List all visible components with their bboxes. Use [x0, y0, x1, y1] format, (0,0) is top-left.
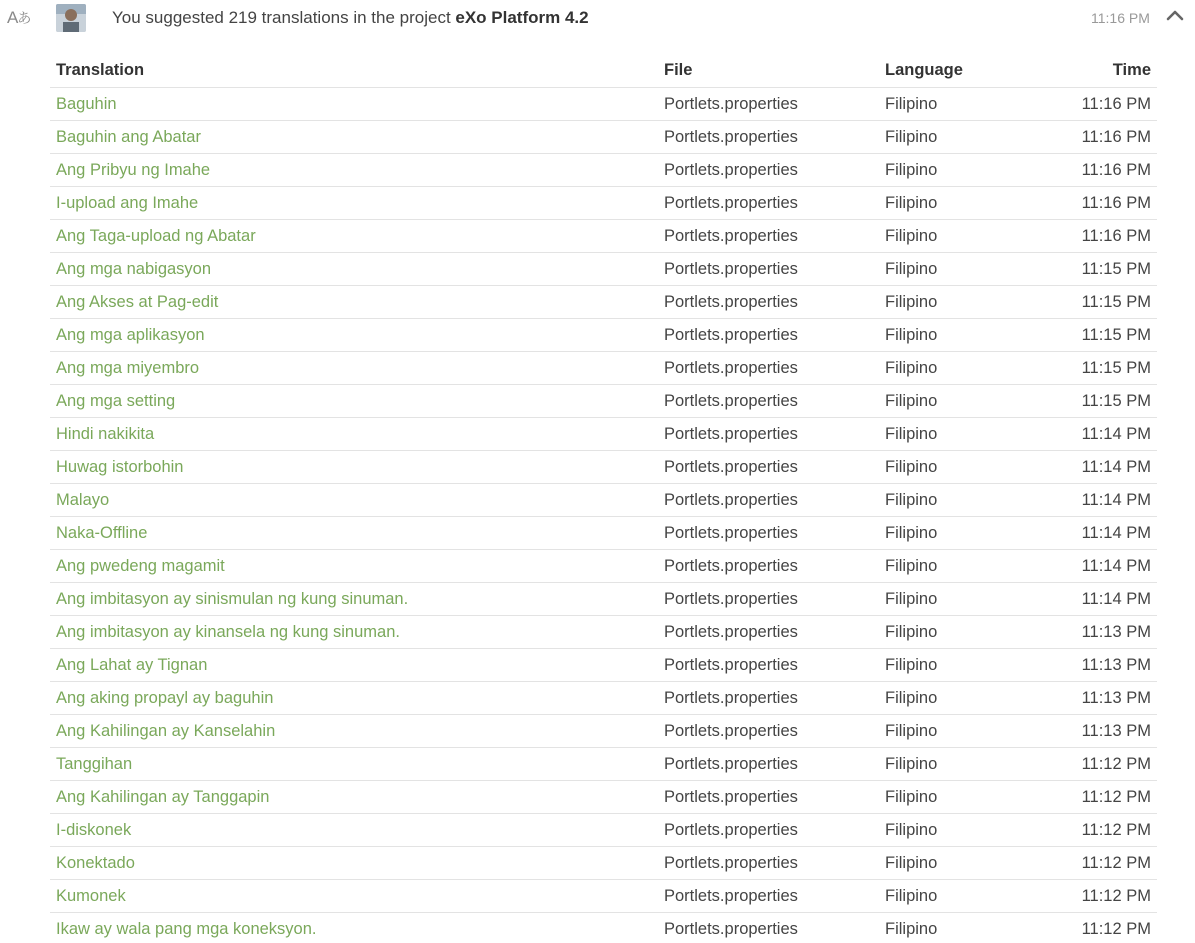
table-row — [50, 682, 1157, 715]
time-cell: 11:15 PM — [1019, 319, 1157, 352]
translation-cell — [50, 715, 658, 748]
table-row — [50, 154, 1157, 187]
language-cell: Filipino — [879, 319, 1019, 352]
time-cell: 11:14 PM — [1019, 550, 1157, 583]
file-cell: Portlets.properties — [658, 187, 879, 220]
table-row — [50, 649, 1157, 682]
time-cell: 11:14 PM — [1019, 517, 1157, 550]
translation-link[interactable]: Ang Lahat ay Tignan — [56, 655, 208, 674]
translation-link[interactable]: I-upload ang Imahe — [56, 193, 199, 212]
time-cell: 11:13 PM — [1019, 715, 1157, 748]
language-cell: Filipino — [879, 880, 1019, 913]
language-cell: Filipino — [879, 220, 1019, 253]
language-cell: Filipino — [879, 484, 1019, 517]
file-cell: Portlets.properties — [658, 682, 879, 715]
language-cell: Filipino — [879, 352, 1019, 385]
translation-link[interactable]: Ang Akses at Pag-edit — [56, 292, 219, 311]
time-cell: 11:14 PM — [1019, 418, 1157, 451]
table-row — [50, 253, 1157, 286]
language-cell: Filipino — [879, 187, 1019, 220]
language-cell: Filipino — [879, 748, 1019, 781]
activity-summary — [112, 8, 589, 28]
translation-cell — [50, 121, 658, 154]
language-cell: Filipino — [879, 583, 1019, 616]
translation-link[interactable]: Ang mga aplikasyon — [56, 325, 205, 344]
language-cell: Filipino — [879, 286, 1019, 319]
translation-cell — [50, 253, 658, 286]
translation-cell — [50, 352, 658, 385]
table-row — [50, 781, 1157, 814]
language-cell: Filipino — [879, 781, 1019, 814]
file-cell: Portlets.properties — [658, 616, 879, 649]
file-cell: Portlets.properties — [658, 286, 879, 319]
translation-cell — [50, 880, 658, 913]
translations-table — [50, 54, 1157, 943]
translation-link[interactable]: Ang imbitasyon ay sinismulan ng kung sinuman. — [56, 589, 409, 608]
table-row — [50, 319, 1157, 352]
activity-summary-text: You suggested 219 translations in the project — [112, 8, 456, 27]
table-row — [50, 286, 1157, 319]
table-row — [50, 187, 1157, 220]
translation-cell — [50, 385, 658, 418]
language-cell: Filipino — [879, 253, 1019, 286]
file-cell: Portlets.properties — [658, 352, 879, 385]
column-header-language: Language — [879, 54, 1019, 88]
time-cell: 11:15 PM — [1019, 385, 1157, 418]
time-cell: 11:14 PM — [1019, 484, 1157, 517]
time-cell: 11:16 PM — [1019, 187, 1157, 220]
table-row — [50, 451, 1157, 484]
time-cell: 11:16 PM — [1019, 220, 1157, 253]
table-row — [50, 385, 1157, 418]
language-cell: Filipino — [879, 649, 1019, 682]
translation-cell — [50, 583, 658, 616]
language-cell: Filipino — [879, 814, 1019, 847]
time-cell: 11:12 PM — [1019, 880, 1157, 913]
file-cell: Portlets.properties — [658, 814, 879, 847]
translation-cell — [50, 88, 658, 121]
avatar[interactable] — [56, 4, 86, 32]
column-header-file: File — [658, 54, 879, 88]
time-cell: 11:16 PM — [1019, 121, 1157, 154]
language-cell: Filipino — [879, 913, 1019, 943]
table-row — [50, 484, 1157, 517]
time-cell: 11:16 PM — [1019, 154, 1157, 187]
time-cell: 11:15 PM — [1019, 352, 1157, 385]
translation-link[interactable]: Ang Pribyu ng Imahe — [56, 160, 211, 179]
translation-cell — [50, 781, 658, 814]
language-cell: Filipino — [879, 682, 1019, 715]
activity-header — [0, 0, 1195, 40]
file-cell: Portlets.properties — [658, 715, 879, 748]
file-cell: Portlets.properties — [658, 880, 879, 913]
time-cell: 11:14 PM — [1019, 583, 1157, 616]
file-cell: Portlets.properties — [658, 583, 879, 616]
file-cell: Portlets.properties — [658, 418, 879, 451]
file-cell: Portlets.properties — [658, 253, 879, 286]
activity-timestamp: 11:16 PM — [1091, 10, 1150, 26]
language-cell: Filipino — [879, 418, 1019, 451]
language-cell: Filipino — [879, 451, 1019, 484]
time-cell: 11:12 PM — [1019, 847, 1157, 880]
translation-cell — [50, 847, 658, 880]
language-cell: Filipino — [879, 154, 1019, 187]
table-body — [50, 88, 1157, 943]
translation-link[interactable]: Ang Kahilingan ay Tanggapin — [56, 787, 270, 806]
time-cell: 11:13 PM — [1019, 649, 1157, 682]
time-cell: 11:12 PM — [1019, 913, 1157, 943]
translation-link[interactable]: Ang mga nabigasyon — [56, 259, 212, 278]
file-cell: Portlets.properties — [658, 220, 879, 253]
table-row — [50, 121, 1157, 154]
translation-link[interactable]: Ang Kahilingan ay Kanselahin — [56, 721, 276, 740]
time-cell: 11:14 PM — [1019, 451, 1157, 484]
translation-link[interactable]: Konektado — [56, 853, 135, 872]
time-cell: 11:12 PM — [1019, 814, 1157, 847]
time-cell: 11:13 PM — [1019, 616, 1157, 649]
file-cell: Portlets.properties — [658, 319, 879, 352]
translation-link[interactable]: Ang pwedeng magamit — [56, 556, 225, 575]
file-cell: Portlets.properties — [658, 484, 879, 517]
file-cell: Portlets.properties — [658, 550, 879, 583]
translation-link[interactable]: Ang mga miyembro — [56, 358, 200, 377]
translation-link[interactable]: Naka-Offline — [56, 523, 148, 542]
translation-link[interactable]: Hindi nakikita — [56, 424, 155, 443]
file-cell: Portlets.properties — [658, 88, 879, 121]
translation-link[interactable]: Ang Taga-upload ng Abatar — [56, 226, 256, 245]
table-row — [50, 583, 1157, 616]
translation-link[interactable]: Ang aking propayl ay baguhin — [56, 688, 274, 707]
translation-cell — [50, 748, 658, 781]
translation-cell — [50, 682, 658, 715]
translation-link[interactable]: Baguhin — [56, 94, 117, 113]
translation-link[interactable]: Tanggihan — [56, 754, 133, 773]
language-cell: Filipino — [879, 88, 1019, 121]
file-cell: Portlets.properties — [658, 913, 879, 943]
time-cell: 11:12 PM — [1019, 748, 1157, 781]
table-row — [50, 880, 1157, 913]
time-cell: 11:12 PM — [1019, 781, 1157, 814]
language-cell: Filipino — [879, 550, 1019, 583]
translation-cell — [50, 418, 658, 451]
table-row — [50, 715, 1157, 748]
file-cell: Portlets.properties — [658, 781, 879, 814]
language-cell: Filipino — [879, 121, 1019, 154]
time-cell: 11:15 PM — [1019, 253, 1157, 286]
translation-link[interactable]: Baguhin ang Abatar — [56, 127, 201, 146]
column-header-translation: Translation — [50, 54, 658, 88]
file-cell: Portlets.properties — [658, 154, 879, 187]
translation-link[interactable]: Malayo — [56, 490, 110, 509]
translation-link[interactable]: Ikaw ay wala pang mga koneksyon. — [56, 919, 317, 938]
translation-cell — [50, 913, 658, 943]
file-cell: Portlets.properties — [658, 517, 879, 550]
table-row — [50, 616, 1157, 649]
file-cell: Portlets.properties — [658, 121, 879, 154]
table-row — [50, 748, 1157, 781]
translation-link[interactable]: Kumonek — [56, 886, 126, 905]
language-cell: Filipino — [879, 847, 1019, 880]
translation-cell — [50, 550, 658, 583]
translation-cell — [50, 286, 658, 319]
translation-cell — [50, 517, 658, 550]
table-row — [50, 220, 1157, 253]
table-row — [50, 913, 1157, 943]
translation-link[interactable]: Ang imbitasyon ay kinansela ng kung sinuman. — [56, 622, 400, 641]
language-cell: Filipino — [879, 616, 1019, 649]
file-cell: Portlets.properties — [658, 748, 879, 781]
column-header-time: Time — [1019, 54, 1157, 88]
language-cell: Filipino — [879, 385, 1019, 418]
file-cell: Portlets.properties — [658, 385, 879, 418]
table-row — [50, 352, 1157, 385]
translation-cell — [50, 187, 658, 220]
translation-cell — [50, 649, 658, 682]
translate-icon: Aあ — [7, 8, 31, 27]
time-cell: 11:13 PM — [1019, 682, 1157, 715]
translation-cell — [50, 484, 658, 517]
translation-cell — [50, 319, 658, 352]
file-cell: Portlets.properties — [658, 649, 879, 682]
table-row — [50, 814, 1157, 847]
table-row — [50, 517, 1157, 550]
translation-link[interactable]: I-diskonek — [56, 820, 132, 839]
language-cell: Filipino — [879, 517, 1019, 550]
chevron-up-icon[interactable] — [1166, 8, 1184, 22]
table-header-row — [50, 54, 1157, 88]
translation-cell — [50, 220, 658, 253]
translation-cell — [50, 154, 658, 187]
user-avatar-image — [56, 4, 86, 32]
table-row — [50, 847, 1157, 880]
time-cell: 11:15 PM — [1019, 286, 1157, 319]
translation-link[interactable]: Ang mga setting — [56, 391, 176, 410]
project-name-link[interactable]: eXo Platform 4.2 — [455, 8, 589, 27]
translation-cell — [50, 616, 658, 649]
translation-cell — [50, 814, 658, 847]
file-cell: Portlets.properties — [658, 451, 879, 484]
language-cell: Filipino — [879, 715, 1019, 748]
table-row — [50, 88, 1157, 121]
translation-cell — [50, 451, 658, 484]
file-cell: Portlets.properties — [658, 847, 879, 880]
time-cell: 11:16 PM — [1019, 88, 1157, 121]
table-row — [50, 550, 1157, 583]
translation-link[interactable]: Huwag istorbohin — [56, 457, 184, 476]
table-row — [50, 418, 1157, 451]
